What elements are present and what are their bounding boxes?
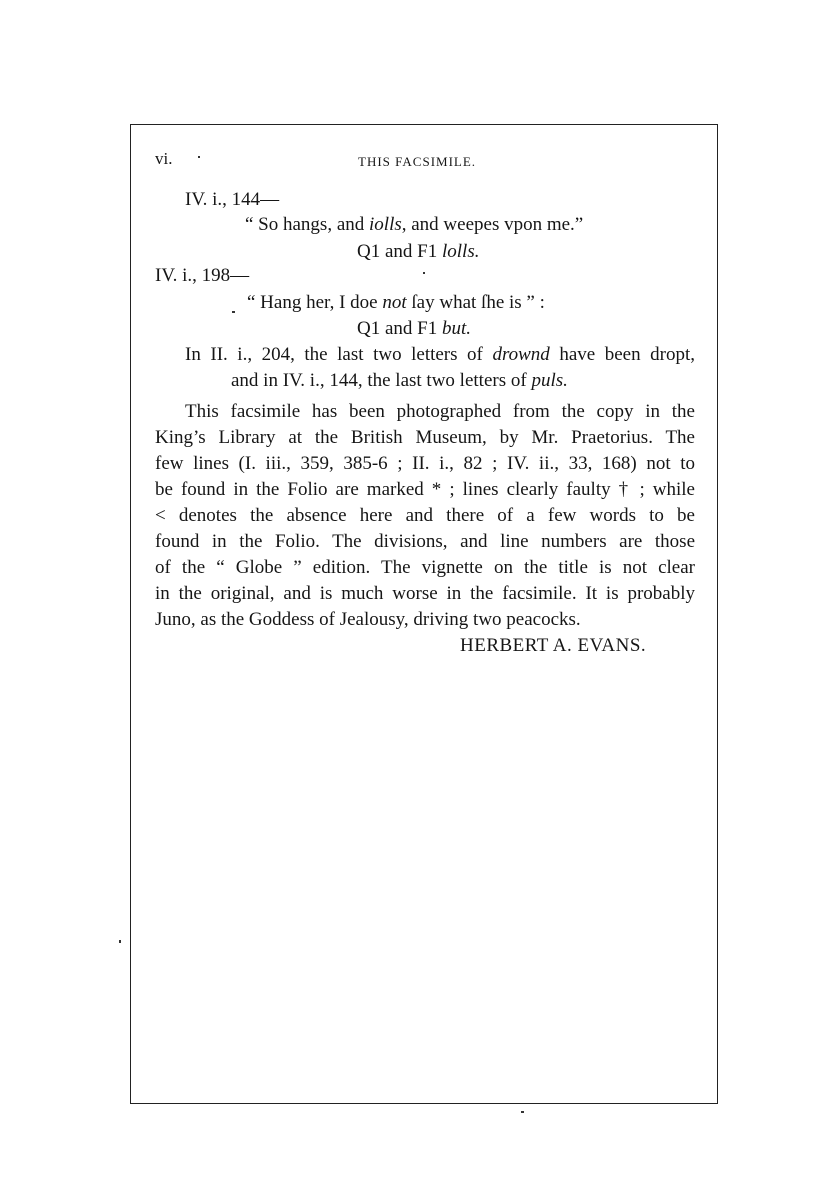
citation-ref: IV. i., 144— <box>185 189 280 210</box>
paragraph-line: King’s Library at the British Museum, by Mr. Praetorius. The <box>155 427 695 448</box>
page-number: vi. <box>155 149 173 168</box>
paragraph-line: in the original, and is much worse in the facsimile. It is probably <box>155 583 695 604</box>
scan-speck <box>232 311 235 313</box>
paragraph-line: < denotes the absence here and there of a few words to be <box>155 505 695 526</box>
paragraph-line: of the “ Globe ” edition. The vignette on the title is not clear <box>155 557 695 578</box>
running-title: THIS FACSIMILE. <box>358 154 477 169</box>
scan-speck <box>119 940 121 943</box>
dropped-letters-line: and in IV. i., 144, the last two letters of puls. <box>231 370 568 391</box>
scan-speck <box>198 156 200 158</box>
citation-quote: “ So hangs, and iolls, and weepes vpon me.” <box>245 214 584 235</box>
citation-ref: IV. i., 198— <box>155 265 250 286</box>
dropped-letters-line: In II. i., 204, the last two letters of drownd have been dropt, <box>185 344 696 365</box>
citation-note: Q1 and F1 lolls. <box>357 241 480 262</box>
signature: HERBERT A. EVANS. <box>460 635 647 656</box>
scan-speck <box>423 272 425 274</box>
paragraph-line: This facsimile has been photographed from the copy in the <box>185 401 695 422</box>
citation-quote: “ Hang her, I doe not ſay what ſhe is ” : <box>247 292 545 313</box>
paragraph-line: found in the Folio. The divisions, and line numbers are those <box>155 531 695 552</box>
paragraph-line: Juno, as the Goddess of Jealousy, driving two peacocks. <box>155 609 581 630</box>
citation-note: Q1 and F1 but. <box>357 318 472 339</box>
paragraph-line: be found in the Folio are marked * ; lines clearly faulty † ; while <box>155 479 695 500</box>
paragraph-line: few lines (I. iii., 359, 385-6 ; II. i., 82 ; IV. ii., 33, 168) not to <box>155 453 695 474</box>
scan-speck <box>521 1111 524 1113</box>
